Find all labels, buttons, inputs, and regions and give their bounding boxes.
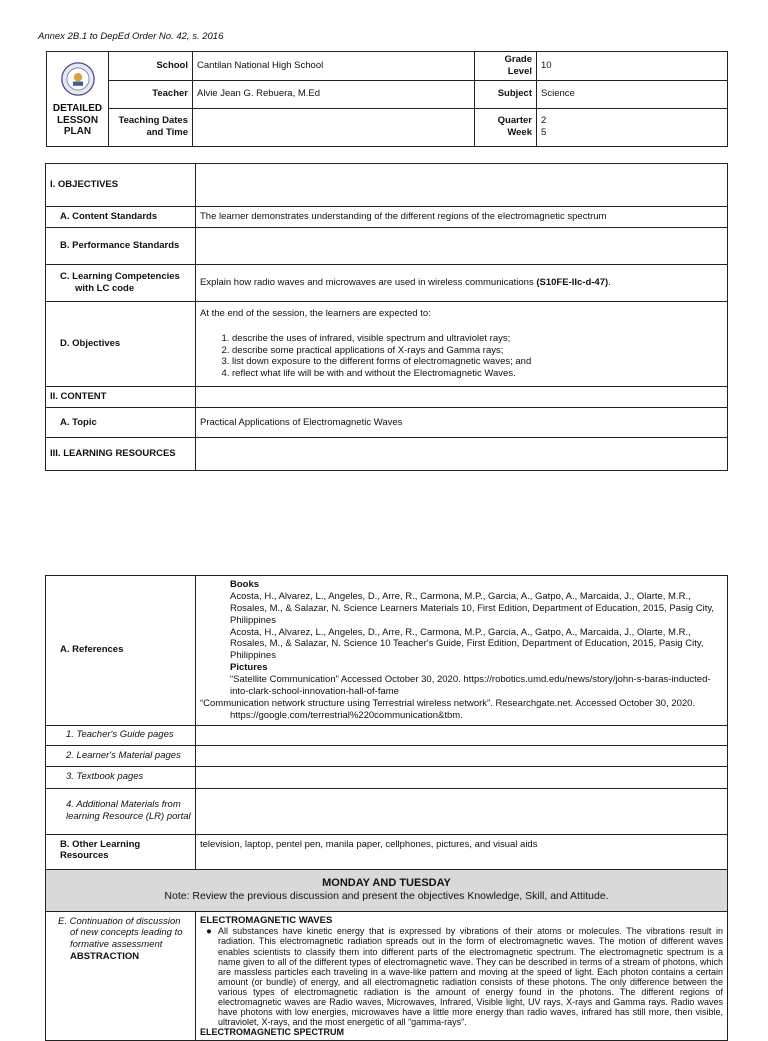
picture-reference-1: “Satellite Communication” Accessed October 30, 2020. https://robotics.umd.edu/news/story/john-s-baras-inducted-into-clark-school-innovation-hall-of-fame: [230, 674, 711, 697]
lc-label-line1: C. Learning Competencies: [60, 271, 180, 283]
subject-value: Science: [537, 80, 728, 108]
logo-text-3: PLAN: [63, 126, 92, 138]
pictures-heading: Pictures: [230, 662, 268, 674]
objectives-list: [200, 333, 723, 381]
em-next-heading: ELECTROMAGNETIC SPECTRUM: [200, 1027, 344, 1038]
objectives-heading-value: [196, 164, 728, 207]
quarter-label: Quarter: [497, 115, 532, 127]
dates-label-line1: Teaching Dates: [118, 115, 188, 127]
school-label: School: [109, 52, 193, 81]
objectives-label: D. Objectives: [46, 302, 196, 387]
lc-text: Explain how radio waves and microwaves are used in wireless communications: [200, 277, 537, 289]
abstraction-label: E. Continuation of discussion of new concepts leading to formative assessment: [58, 915, 183, 951]
teacher-label: Teacher: [109, 80, 193, 108]
textbook-pages-value: [196, 766, 728, 788]
learning-resources-value: [196, 438, 728, 471]
objectives-intro: At the end of the session, the learners are expected to:: [200, 307, 431, 319]
abstraction-label-cell: [46, 911, 196, 1041]
content-heading: II. CONTENT: [46, 387, 196, 408]
references-label: A. References: [46, 576, 196, 726]
bullet-icon: ●: [206, 926, 212, 938]
book-reference-2: Acosta, H., Alvarez, L., Angeles, D., Arre, R., Carmona, M.P., Garcia, A., Gatpo, A., Marcaida, J., Olarte, M.R., Rosales, M., & Salazar, N. Science 10 Teacher's Guide, First Edition, Department of Education, 2015, Pasig City, Philippines: [230, 626, 704, 662]
content-standards-value: The learner demonstrates understanding of the different regions of the electromagnetic spectrum: [196, 207, 728, 228]
grade-label: Grade Level: [475, 52, 537, 81]
subject-label: Subject: [475, 80, 537, 108]
objective-item: 3. list down exposure to the different forms of electromagnetic waves; and: [232, 356, 723, 368]
objectives-value: [196, 302, 728, 387]
learning-competencies-value: [196, 265, 728, 302]
books-heading: Books: [230, 579, 260, 590]
em-heading: ELECTROMAGNETIC WAVES: [200, 914, 333, 926]
em-text: All substances have kinetic energy that is expressed by vibrations of their atoms or molecules. The vibrations result in radiation. This electromagnetic radiation spreads out in the form of electromagnetic waves. The motion of different waves enables scientists to classify them into different parts of the electromagnetic spectrum. The electromagnetic spectrum is a name given to all of the different types of electromagnetic wave. They can be described in terms of a stream of photons, which are massless particles each traveling in a wave-like pattern and moving at the speed of light. Each photon contains a certain amount (or bundle) of energy, and all electromagnetic radiation consists of these photons. The only difference between the various types of electromagnetic radiation is the amount of energy found in the photons. The different regions of electromagnetic waves are Radio waves, Microwaves, Infrared, Visible light, UV rays, X-rays and Gamma rays. Radio waves have photons with low energies, microwaves have a little more energy than radio waves, infrared has still more, then visible, ultraviolet, X-rays, and the most energetic of all “gamma-rays”.: [218, 926, 723, 1028]
abstraction-content: [196, 911, 728, 1041]
objective-item: 4. reflect what life will be with and without the Electromagnetic Waves.: [232, 368, 723, 380]
quarter-week-value: [537, 108, 728, 146]
learning-resources-heading: III. LEARNING RESOURCES: [46, 438, 196, 471]
learning-competencies-label: [46, 265, 196, 302]
objectives-table: [45, 163, 728, 471]
textbook-pages-label: 3. Textbook pages: [46, 766, 196, 788]
resources-table: [45, 575, 728, 1041]
learners-material-value: [196, 745, 728, 766]
book-reference-1: Acosta, H., Alvarez, L., Angeles, D., Arre, R., Carmona, M.P., Garcia, A., Gatpo, A., Marcaida, J., Olarte, M.R., Rosales, M., & Salazar, N. Science Learners Materials 10, First Edition, Department of Education, 2015, Pasig City, Philippines: [230, 590, 715, 626]
picture-reference-2: “Communication network structure using Terrestrial wireless network”. Researchgate.net. Accessed October 30, 2020. https://google.com/terrestrial%220communication&tbm.: [200, 697, 696, 721]
lc-code: (S10FE-IIc-d-47): [536, 277, 609, 289]
quarter-value: 2: [541, 115, 547, 127]
day-note: Note: Review the previous discussion and present the objectives Knowledge, Skill, and Attitude.: [164, 890, 609, 903]
content-heading-value: [196, 387, 728, 408]
school-value: Cantilan National High School: [193, 52, 475, 81]
week-label: Week: [507, 127, 532, 139]
quarter-week-label: [475, 108, 537, 146]
teachers-guide-value: [196, 725, 728, 745]
annex-note: Annex 2B.1 to DepEd Order No. 42, s. 2016: [38, 31, 224, 42]
deped-seal-icon: [61, 62, 95, 96]
performance-standards-label: B. Performance Standards: [46, 228, 196, 265]
objective-item: 1. describe the uses of infrared, visible spectrum and ultraviolet rays;: [232, 333, 723, 345]
teacher-value: Alvie Jean G. Rebuera, M.Ed: [193, 80, 475, 108]
lc-end: .: [608, 277, 611, 289]
performance-standards-value: [196, 228, 728, 265]
dates-value: [193, 108, 475, 146]
additional-materials-label: 4. Additional Materials from learning Resource (LR) portal: [46, 788, 196, 834]
week-value: 5: [541, 127, 547, 139]
logo-text-2: LESSON: [56, 114, 99, 126]
topic-value: Practical Applications of Electromagnetic Waves: [196, 408, 728, 438]
grade-value: 10: [537, 52, 728, 81]
objective-item: 2. describe some practical applications of X-rays and Gamma rays;: [232, 345, 723, 357]
learners-material-label: 2. Learner's Material pages: [46, 745, 196, 766]
deped-logo-cell: [47, 52, 109, 147]
abstraction-sub: ABSTRACTION: [70, 951, 140, 963]
logo-text-1: DETAILED: [52, 103, 103, 115]
topic-label: A. Topic: [46, 408, 196, 438]
day-banner: [46, 869, 728, 911]
em-bullet: [200, 926, 723, 1027]
dates-label: [109, 108, 193, 146]
references-value: [196, 576, 728, 726]
lc-label-line2: with LC code: [75, 283, 135, 294]
day-title: MONDAY AND TUESDAY: [322, 876, 451, 889]
content-standards-label: A. Content Standards: [46, 207, 196, 228]
additional-materials-value: [196, 788, 728, 834]
teachers-guide-label: 1. Teacher's Guide pages: [46, 725, 196, 745]
other-resources-label: B. Other Learning Resources: [46, 834, 196, 869]
header-table: [46, 51, 728, 147]
other-resources-value: television, laptop, pentel pen, manila paper, cellphones, pictures, and visual aids: [196, 834, 728, 869]
objectives-heading: I. OBJECTIVES: [46, 164, 196, 207]
dates-label-line2: and Time: [146, 127, 188, 139]
